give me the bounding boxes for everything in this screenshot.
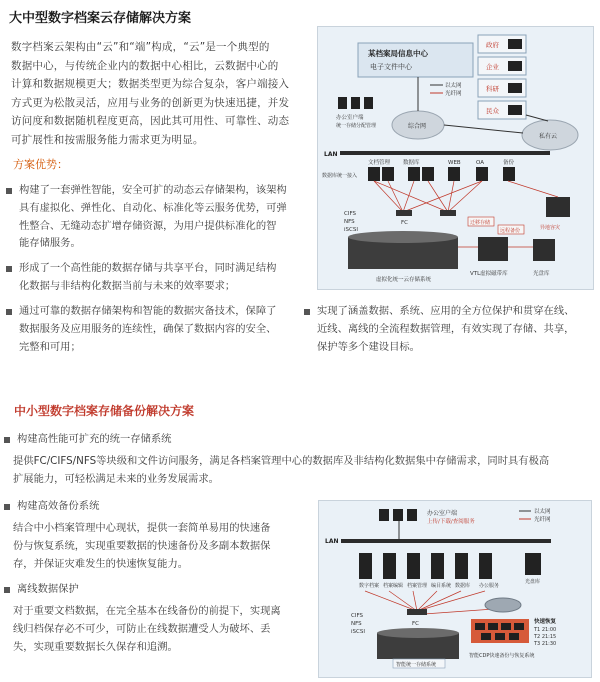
storage-label: 智能统一存储系统 — [396, 662, 437, 668]
section2-item-heading: 离线数据保护 — [3, 581, 307, 599]
legend-ethernet: 以太网 — [534, 509, 551, 515]
server-icon — [407, 553, 420, 579]
tape-library — [525, 553, 541, 575]
computer-icon — [508, 61, 522, 71]
bullet-line: 实现了涵盖数据、系统、应用的全方位保护和贯穿在线、 — [317, 305, 575, 317]
server-icon — [359, 553, 372, 579]
body-line: 线归档保存必不可少，可防止在线数据遭受人为破坏、丢 — [13, 622, 271, 635]
backup-diagram — [318, 500, 592, 678]
snapshot-icon — [488, 623, 498, 630]
info-center-title: 某档案局信息中心 — [368, 49, 428, 58]
legend-ethernet: 以太网 — [445, 83, 462, 89]
section2-item-body — [13, 520, 303, 573]
section2-item-heading: 构建高性能可扩充的统一存储系统 — [3, 431, 577, 449]
bullet-line: 具有虚拟化、弹性化、自动化、标准化等云服务优势，可弹 — [19, 201, 287, 214]
advantage-bullet — [5, 182, 309, 253]
protocol-label: iSCSI — [344, 227, 358, 233]
restore-title: 快速恢复 — [534, 619, 557, 625]
section1-intro — [11, 38, 301, 150]
bullet-line: 构建了一套弹性智能，安全可扩的动态云存储架构，该架构 — [19, 184, 287, 196]
side-note: 数据库统一接入 — [322, 173, 358, 179]
fc-switch — [396, 210, 412, 216]
server-icon — [455, 553, 468, 579]
server-icon — [368, 167, 380, 181]
storage-system-top — [348, 231, 458, 243]
office-sublabel: 上传/下载/查阅服务 — [427, 519, 475, 525]
fc-switch — [440, 210, 456, 216]
protocol-label: CIFS — [344, 211, 357, 217]
office-label: 办公室户端 — [336, 115, 364, 121]
section2-item-body — [13, 453, 593, 489]
body-line: 提供FC/CIFS/NFS等块级和文件访问服务，满足各档案管理中心的数据库及非结构化数据集中存储需求，同时具有极高 — [13, 455, 550, 467]
link-line — [526, 115, 548, 121]
fiber-mesh — [365, 591, 494, 614]
restore-line: T3 21:30 — [534, 641, 557, 647]
server-label: 数字档案 — [359, 583, 380, 589]
advantage-bullet — [5, 260, 309, 296]
server-icon — [382, 167, 394, 181]
body-line: 存，并保证灾难发生的快速恢复能力。 — [13, 557, 189, 570]
protocol-label: CIFS — [351, 613, 364, 619]
intro-line: 访问度和数据随机程度更高，因此其可用性、可靠性、动态 — [11, 115, 290, 128]
bullet-line: 形成了一个高性能的数据存储与共享平台，同时满足结构 — [19, 262, 277, 274]
computer-icon — [338, 97, 347, 109]
bullet-line: 保护等多个建设目标。 — [317, 340, 420, 353]
offsite-label: 异地容灾 — [540, 225, 561, 231]
protocol-label: NFS — [344, 219, 355, 225]
body-line: 份与恢复系统，实现重要数据的快速备份及多副本数据保 — [13, 539, 271, 552]
vtl-device — [478, 237, 508, 261]
snapshot-icon — [495, 633, 505, 640]
lan-bar — [340, 151, 550, 155]
server-label: WEB — [448, 160, 461, 166]
computer-icon — [379, 509, 389, 521]
server-label: 档案管理 — [407, 583, 428, 589]
fc-label: FC — [412, 621, 420, 627]
advantage-bullet — [303, 303, 600, 356]
server-label: 文档管理 — [368, 160, 391, 166]
server-icon — [431, 553, 444, 579]
link-line — [444, 125, 523, 133]
server-icon — [408, 167, 420, 181]
server-icon — [448, 167, 460, 181]
client-box-label: 政府 — [486, 41, 499, 49]
office-label: 办公室户端 — [427, 510, 458, 517]
protocol-label: iSCSI — [351, 629, 365, 635]
body-line: 失，实现重要数据长久保存和追溯。 — [13, 640, 178, 653]
server-label: 光盘库 — [525, 579, 541, 585]
office-clients — [379, 509, 417, 521]
server-icon — [422, 167, 434, 181]
intro-line: 可扩展性和按需服务能力需求更为明显。 — [11, 133, 204, 146]
bullet-line: 通过可靠的数据存储架构和智能的数据灾备技术，保障了 — [19, 305, 277, 317]
body-line: 结合中小档案管理中心现状，提供一套简单易用的快速备 — [13, 522, 271, 534]
backup-label: 智能CDP快速备份与恢复系统 — [469, 653, 535, 659]
server-label: 编目系统 — [431, 583, 452, 589]
server-icon — [383, 553, 396, 579]
restore-line: T2 21:15 — [534, 634, 557, 640]
restore-line: T1 21:00 — [534, 627, 557, 633]
snapshot-icon — [509, 633, 519, 640]
office-clients — [338, 97, 373, 109]
computer-icon — [508, 39, 522, 49]
private-cloud-label: 私有云 — [539, 133, 558, 140]
section1-title: 大中型数字档案云存储解决方案 — [9, 11, 192, 26]
server-label: 数据库 — [403, 160, 420, 166]
backup-tag-label: 远程备份 — [500, 228, 521, 234]
office-sublabel: 统一存储分配管理 — [336, 123, 377, 129]
body-line: 对于重要文档数据，在完全基本在线备份的前提下，实现离 — [13, 605, 281, 617]
section2-item-body — [13, 603, 303, 656]
offsite-server — [546, 197, 570, 217]
client-box-label: 民众 — [486, 107, 499, 115]
server-label: OA — [476, 160, 484, 166]
cdp-appliance — [485, 598, 521, 612]
server-row — [359, 553, 541, 589]
computer-icon — [508, 105, 522, 115]
lan-label: LAN — [325, 538, 339, 545]
fiber-mesh — [374, 181, 482, 212]
client-box-label: 企业 — [486, 63, 499, 71]
bullet-line: 数据服务及应用服务的连续性，确保了数据内容的安全、 — [19, 322, 277, 335]
tape-library — [533, 239, 555, 261]
cloud-storage-diagram — [317, 26, 594, 290]
backup-diagram-svg — [319, 501, 591, 677]
snapshot-icon — [481, 633, 491, 640]
bullet-line: 近线、离线的全流程数据管理，有效实现了存储、共享， — [317, 322, 575, 335]
server-label: 数据库 — [455, 583, 471, 589]
lan-bar — [341, 539, 551, 543]
snapshot-icon — [475, 623, 485, 630]
computer-icon — [393, 509, 403, 521]
body-line: 扩展能力，可轻松满足未来的业务发展需求。 — [13, 472, 219, 485]
fc-switch — [407, 609, 427, 615]
advantage-bullet — [5, 303, 309, 356]
computer-icon — [351, 97, 360, 109]
server-icon — [503, 167, 515, 181]
protocol-label: NFS — [351, 621, 362, 627]
section2-item-heading: 构建高效备份系统 — [3, 498, 307, 516]
advantages-heading: 方案优势： — [13, 158, 68, 171]
server-row — [368, 158, 515, 181]
legend-fiber: 光纤网 — [534, 517, 551, 523]
fc-label: FC — [401, 220, 409, 226]
section2-title: 中小型数字档案存储备份解决方案 — [14, 404, 195, 418]
bullet-line: 完整和可用； — [19, 340, 81, 353]
server-label: 办公服务 — [479, 583, 500, 589]
bullet-line: 化数据与非结构化数据当前与未来的效率要求； — [19, 279, 236, 292]
vtl-label: VTL虚拟磁带库 — [470, 271, 508, 277]
computer-icon — [407, 509, 417, 521]
legend-fiber: 光纤网 — [445, 91, 462, 97]
tape-label: 光盘库 — [533, 271, 550, 277]
client-box-label: 科研 — [486, 85, 499, 93]
server-label: 档案编辑 — [383, 583, 404, 589]
computer-icon — [508, 83, 522, 93]
server-label: 备份 — [503, 160, 515, 166]
storage-system-top — [377, 628, 459, 638]
snapshot-icon — [501, 623, 511, 630]
intro-line: 方式更为松散灵活，应用与业务的创新更为快速迅捷，并发 — [11, 96, 290, 109]
cloud-storage-diagram-svg — [318, 27, 593, 289]
storage-label: 虚拟化统一云存储系统 — [376, 277, 432, 283]
lan-label: LAN — [324, 151, 338, 158]
bullet-line: 能存储服务。 — [19, 237, 81, 250]
network-cloud-label: 综合网 — [408, 123, 427, 130]
server-icon — [476, 167, 488, 181]
intro-line: 计算和数据规模更大；数据类型更为综合复杂，客户端接入 — [11, 78, 290, 91]
bullet-line: 性整合、无缝动态扩增存储资源，为用户提供标准化的智 — [19, 219, 277, 232]
client-boxes — [478, 35, 526, 119]
snapshot-icon — [514, 623, 524, 630]
server-icon — [479, 553, 492, 579]
info-center-subtitle: 电子文件中心 — [370, 63, 412, 71]
computer-icon — [364, 97, 373, 109]
intro-line: 数字档案云架构由“云”和“端”构成，“云”是一个典型的 — [11, 41, 270, 53]
migrate-tag-label: 迁移存储 — [470, 220, 491, 226]
intro-line: 数据中心，与传统企业内的数据中心相比，云数据中心的 — [11, 59, 279, 72]
